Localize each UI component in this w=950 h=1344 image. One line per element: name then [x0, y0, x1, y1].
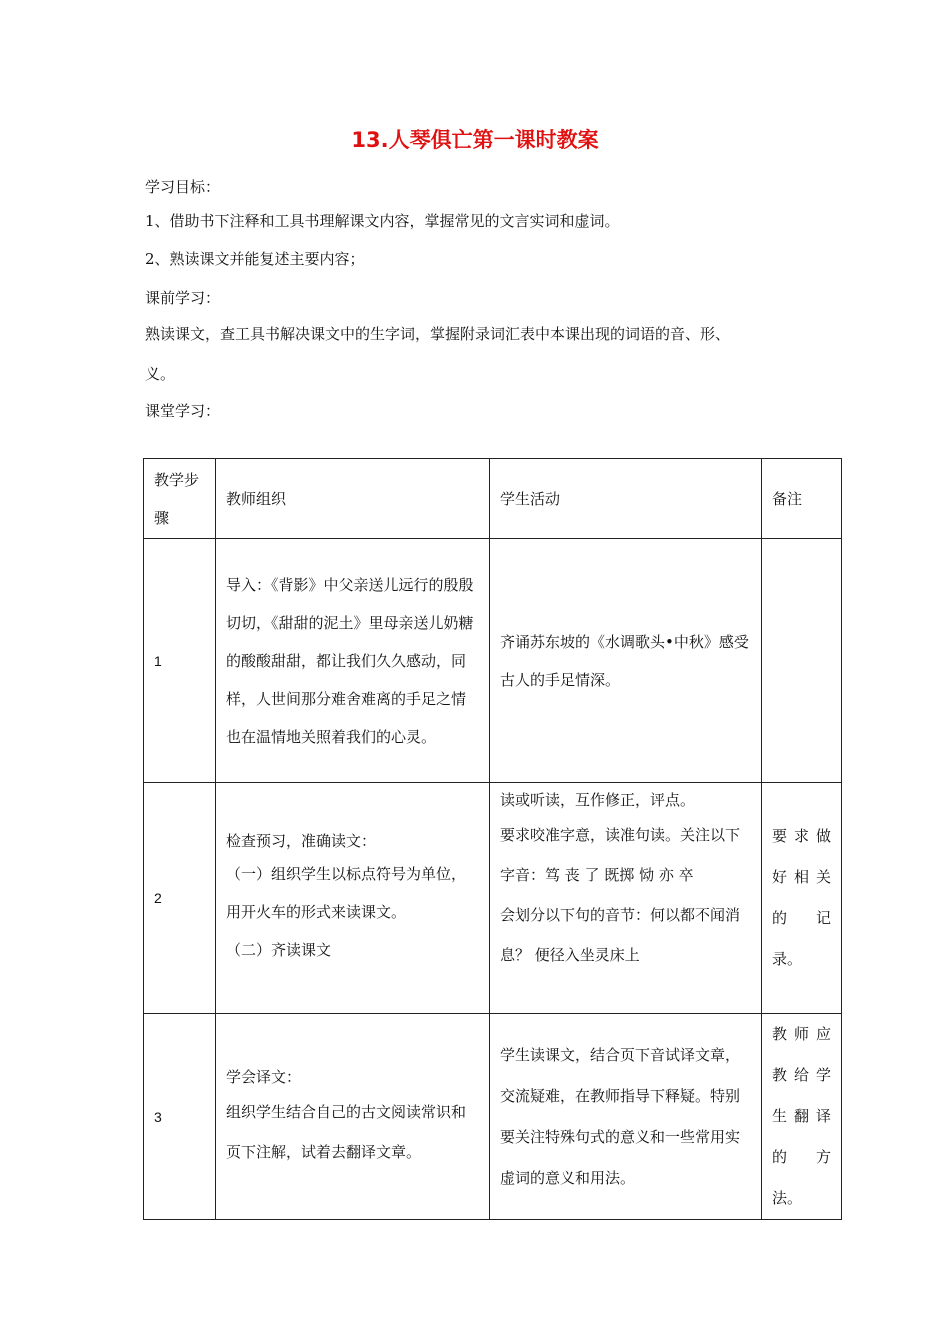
- table-header-row: [144, 459, 842, 539]
- teacher-activity-line: （一）组织学生以标点符号为单位，用开火车的形式来读课文。: [226, 864, 467, 921]
- notes-cell: 教师应教给学生翻译的 方法。: [762, 1014, 842, 1220]
- table-row: [144, 539, 842, 783]
- teacher-activity: 导入：《背影》中父亲送儿远行的殷殷切切，《甜甜的泥土》里母亲送儿奶糖的酸酸甜甜，都让我们久久感动，同样，人世间那分难舍难离的手足之情也在温情地关照着我们的心灵。: [216, 539, 490, 783]
- objective-item-1: 1、借助书下注释和工具书理解课文内容，掌握常见的文言实词和虚词。: [145, 212, 620, 230]
- header-step: 教学步骤: [144, 459, 216, 539]
- step-number: 3: [144, 1014, 216, 1220]
- student-activity: 齐诵苏东坡的《水调歌头•中秋》感受古人的手足情深。: [490, 539, 762, 783]
- prestudy-text-line-1: 熟读课文，查工具书解决课文中的生字词，掌握附录词汇表中本课出现的词语的音、形、: [145, 325, 731, 343]
- table-row: [144, 1014, 842, 1220]
- header-teacher: 教师组织: [216, 459, 490, 539]
- objectives-heading: 学习目标：: [145, 178, 221, 196]
- header-student: 学生活动: [490, 459, 762, 539]
- teacher-activity: [216, 783, 490, 1014]
- student-activity-line: 会划分以下句的音节：何以都不闻消息？ 便径入坐灵床上: [500, 906, 741, 964]
- student-activity-line: 要求咬准字意，读准句读。关注以下字音：笃 丧 了 既掷 恸 亦 卒: [500, 826, 741, 884]
- teacher-activity-line: （二）齐读课文: [226, 940, 332, 959]
- table-row: [144, 783, 842, 1014]
- notes-cell: 要求做好相关的 记录。: [762, 783, 842, 1014]
- step-number: 1: [144, 539, 216, 783]
- notes-cell: [762, 539, 842, 783]
- prestudy-text-line-2: 义。: [145, 365, 176, 383]
- classstudy-heading: 课堂学习：: [145, 402, 221, 420]
- page-title: 13.人琴俱亡第一课时教案: [351, 128, 599, 152]
- student-activity-line: 读或听读，互作修正，评点。: [500, 791, 696, 809]
- teacher-activity-line: 检查预习，准确读文：: [226, 831, 377, 850]
- step-number: 2: [144, 783, 216, 1014]
- teacher-activity-line: 学会译文：: [226, 1067, 302, 1086]
- prestudy-heading: 课前学习：: [145, 289, 221, 307]
- objective-item-2: 2、熟读课文并能复述主要内容；: [145, 250, 365, 268]
- lesson-table: [143, 458, 842, 1220]
- header-notes: 备注: [762, 459, 842, 539]
- student-activity: [490, 783, 762, 1014]
- student-activity: 学生读课文，结合页下音试译文章，交流疑难，在教师指导下释疑。特别要关注特殊句式的意义和一些常用实虚词的意义和用法。: [490, 1014, 762, 1220]
- teacher-activity: [216, 1014, 490, 1220]
- teacher-activity-line: 组织学生结合自己的古文阅读常识和页下注解，试着去翻译文章。: [226, 1102, 467, 1161]
